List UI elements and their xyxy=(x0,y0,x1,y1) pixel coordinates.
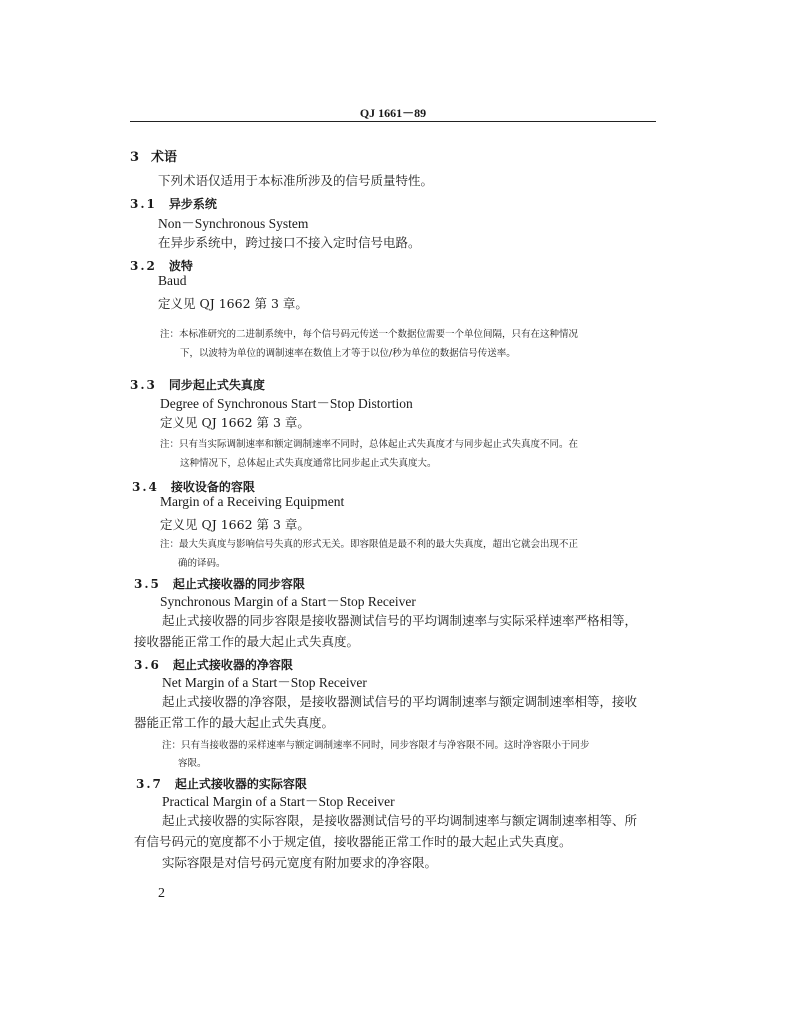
intro-text: 下列术语仅适用于本标准所涉及的信号质量特性。 xyxy=(158,173,434,188)
note-line: 注：最大失真度与影响信号失真的形式无关。即容限值是最不利的最大失真度，超出它就会出现不正 xyxy=(160,539,579,550)
chapter-heading xyxy=(130,146,177,165)
section-body-line: 器能正常工作的最大起止式失真度。 xyxy=(134,715,335,730)
section-body-line: 定义见 QJ 1662 第 3 章。 xyxy=(160,517,310,532)
section-body-line: 起止式接收器的同步容限是接收器测试信号的平均调制速率与实际采样速率严格相等， xyxy=(162,613,638,628)
note-line: 下，以波特为单位的调制速率在数值上才等于以位/秒为单位的数据信号传送率。 xyxy=(180,348,516,359)
section-body-line: 起止式接收器的净容限，是接收器测试信号的平均调制速率与额定调制速率相等，接收 xyxy=(162,694,638,709)
section-english-term: Degree of Synchronous Start－Stop Distortion xyxy=(160,396,413,411)
section-title: 异步系统 xyxy=(168,197,217,211)
section-number: 3.6 xyxy=(134,658,161,672)
section-number: 3.5 xyxy=(134,577,161,591)
section-body-line: 有信号码元的宽度都不小于规定值，接收器能正常工作时的最大起止式失真度。 xyxy=(134,834,572,849)
note-line: 这种情况下，总体起止式失真度通常比同步起止式失真度大。 xyxy=(180,458,437,469)
section-english-term: Practical Margin of a Start－Stop Receiver xyxy=(162,794,395,809)
section-heading-3-2 xyxy=(130,255,193,274)
section-body-line: 定义见 QJ 1662 第 3 章。 xyxy=(158,296,308,311)
note-line: 注：只有当接收器的采样速率与额定调制速率不同时，同步容限才与净容限不同。这时净容限小于同步 xyxy=(162,740,590,751)
section-number: 3.4 xyxy=(132,480,159,494)
section-number: 3.7 xyxy=(136,777,163,791)
section-heading-3-3 xyxy=(130,374,265,393)
page-number: 2 xyxy=(158,886,165,901)
section-body-line: 起止式接收器的实际容限，是接收器测试信号的平均调制速率与额定调制速率相等、所 xyxy=(162,813,638,828)
section-english-term: Non－Synchronous System xyxy=(158,216,309,231)
section-body-line: 在异步系统中，跨过接口不接入定时信号电路。 xyxy=(158,235,421,250)
section-english-term: Margin of a Receiving Equipment xyxy=(160,494,345,509)
section-body-line: 接收器能正常工作的最大起止式失真度。 xyxy=(134,634,360,649)
chapter-number: 3 xyxy=(130,150,140,165)
note-line: 容限。 xyxy=(178,758,207,769)
section-heading-3-4 xyxy=(132,476,255,495)
section-title: 起止式接收器的净容限 xyxy=(172,658,293,672)
note-line: 确的译码。 xyxy=(178,558,226,569)
section-english-term: Synchronous Margin of a Start－Stop Receiver xyxy=(160,594,416,609)
section-english-term: Net Margin of a Start－Stop Receiver xyxy=(162,675,367,690)
note-line: 注：本标准研究的二进制系统中，每个信号码元传送一个数据位需要一个单位间隔，只有在这种情况 xyxy=(160,329,579,340)
note-line: 注：只有当实际调制速率和额定调制速率不同时，总体起止式失真度才与同步起止式失真度不同。在 xyxy=(160,439,579,450)
section-title: 起止式接收器的同步容限 xyxy=(172,577,305,591)
section-heading-3-1 xyxy=(130,193,217,212)
section-title: 同步起止式失真度 xyxy=(168,378,265,392)
section-body-line: 实际容限是对信号码元宽度有附加要求的净容限。 xyxy=(162,855,438,870)
document-header: QJ 1661－89 xyxy=(359,106,427,120)
section-english-term: Baud xyxy=(158,273,187,288)
header-rule xyxy=(130,121,656,122)
section-body-line: 定义见 QJ 1662 第 3 章。 xyxy=(160,415,310,430)
section-number: 3.3 xyxy=(130,378,157,392)
section-title: 接收设备的容限 xyxy=(170,480,255,494)
section-title: 波特 xyxy=(168,259,193,273)
section-number: 3.2 xyxy=(130,259,157,273)
chapter-title: 术语 xyxy=(151,150,178,165)
section-title: 起止式接收器的实际容限 xyxy=(174,777,307,791)
section-number: 3.1 xyxy=(130,197,157,211)
